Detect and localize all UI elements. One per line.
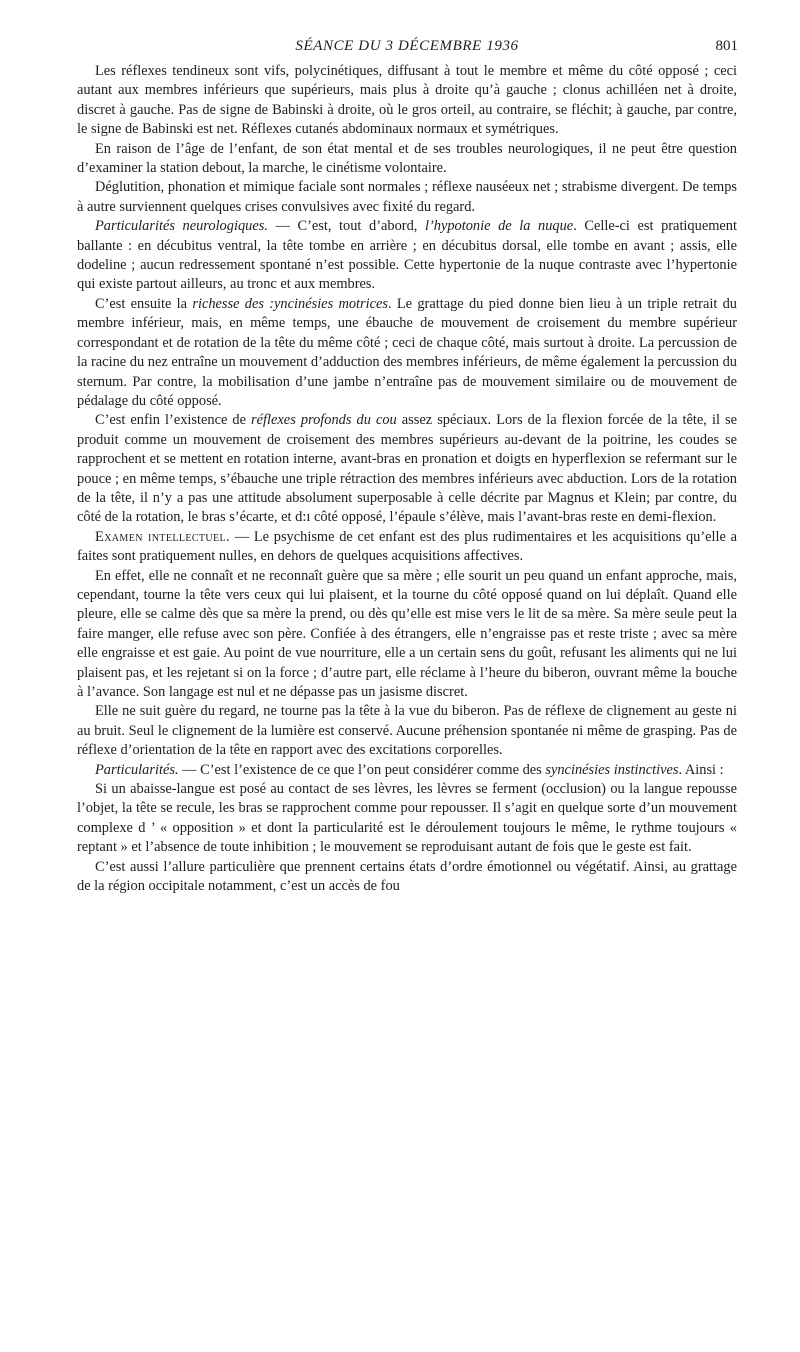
italic-run: Particularités. xyxy=(95,761,179,778)
paragraph xyxy=(77,528,737,567)
text-run: assez spéciaux. Lors de la flexion forcée de la tête, il se produit comme un mouvement de croisement des membres supérieurs au-devant de la poitrine, les coudes se rapprochent et se mettent en rotation interne, avant-bras en pronation et doigts en hyperflexion se refermant sur le pouce ; en même temps, s’ébauche une triple rétraction des membres inférieurs avec abduction. Lors de la rotation de la tête, il n’y a pas une attitude absolument superposable à celle décrite par Magnus et Klein; par contre, du côté de la rotation, le bras s’écarte, et d:ı côté opposé, l’épaule s’élève, mais l’avant-bras reste en demi-flexion. xyxy=(77,412,737,526)
paragraph xyxy=(77,702,737,760)
text-run: C’est aussi l’allure particulière que prennent certains états d’ordre émotionnel ou végétatif. Ainsi, au grattage de la région occipitale notamment, c’est un accès de fou xyxy=(77,858,737,895)
italic-run: Particularités neurologiques. xyxy=(95,218,268,235)
text-run: — C’est l’existence de ce que l’on peut considérer comme des xyxy=(178,761,546,778)
text-run: Elle ne suit guère du regard, ne tourne pas la tête à la vue du biberon. Pas de réflexe de clignement au geste ni au bruit. Seul le clignement de la lumière est conservé. Aucune préhension spontanée ni même de grasping. Pas de réflexe d’orientation de la tête en rapport avec des excitations corporelles. xyxy=(77,703,737,759)
page-number: 801 xyxy=(715,38,738,54)
paragraph xyxy=(77,217,737,295)
italic-run: réflexes profonds du cou xyxy=(251,412,397,429)
text-run: — C’est, tout d’abord, xyxy=(267,218,425,235)
small-caps-heading: Examen intellectuel. xyxy=(95,528,231,545)
body-text xyxy=(77,62,737,896)
running-title: SÉANCE DU 3 DÉCEMBRE 1936 xyxy=(295,38,519,54)
text-run: Déglutition, phonation et mimique faciale sont normales ; réflexe nauséeux net ; strabisme divergent. De temps à autre surviennent quelques crises convulsives avec fixité du regard. xyxy=(77,179,737,215)
paragraph xyxy=(77,780,737,858)
running-header xyxy=(77,36,737,62)
text-run: — Le psychisme de cet enfant est des plus rudimentaires et les acquisitions qu’elle a faites sont pratiquement nulles, en dehors de quelques acquisitions affectives. xyxy=(77,528,737,565)
paragraph xyxy=(77,761,737,780)
text-run: . Celle-ci est pratiquement ballante : en décubitus ventral, la tête tombe en arrière ; en décubitus dorsal, elle tombe en avant ; assis, elle dodeline ; aucun redressement spontané n’est possible. Cette hypertonie de la nuque contraste avec l’hypertonie qui existe partout ailleurs, au tronc et aux membres. xyxy=(77,218,737,293)
paragraph xyxy=(77,62,737,140)
paragraph xyxy=(77,140,737,179)
text-run: En raison de l’âge de l’enfant, de son état mental et de ses troubles neurologiques, il ne peut être question d’examiner la station debout, la marche, le cinétisme volontaire. xyxy=(77,140,737,177)
text-run: Les réflexes tendineux sont vifs, polycinétiques, diffusant à tout le membre et même du côté opposé ; ceci autant aux membres inférieurs que supérieurs, mais plus à droite qu’à gauche ; clonus achilléen net à droite, discret à gauche. Pas de signe de Babinski à droite, où le gros orteil, au contraire, se fléchit; à gauche, par contre, le signe de Babinski est net. Réflexes cutanés abdominaux normaux et symétriques. xyxy=(77,63,737,138)
text-run: C’est enfin l’existence de xyxy=(95,412,252,429)
text-run: Si un abaisse-langue est posé au contact de ses lèvres, les lèvres se ferment (occlusion) ou la langue repousse l’objet, la tête se recule, les bras se rapprochent comme pour repousser. Il s’agit en quelque sorte d’un mouvement complexe d ’ « opposition » et dont la particularité est le déroulement toujours le même, le rythme toujours « reptant » et l’absence de toute inhibition ; le mouvement se reproduisant autant de fois que le geste est fait. xyxy=(77,781,737,856)
text-run: En effet, elle ne connaît et ne reconnaît guère que sa mère ; elle sourit un peu quand un enfant approche, mais, cependant, tourne la tête vers ceux qui lui plaisent, et la tourne du côté opposé quand on lui déplaît. Quand elle pleure, elle se calme dès que sa mère la prend, ou dès qu’elle est mise vers le lit de sa mère. Sa mère seule peut la faire manger, elle refuse avec son père. Confiée à des étrangers, elle n’engraisse pas et reste triste ; avec sa mère elle engraisse et est gaie. Au point de vue nourriture, elle a un certain sens du goût, refusant les aliments qui ne lui plaisent pas, et les rejetant si on la force ; d’autre part, elle réclame à l’heure du biberon, ouvrant même la bouche à l’avance. Son langage est nul et ne dépasse pas un jasisme discret. xyxy=(77,567,737,700)
paragraph xyxy=(77,567,737,703)
italic-run: richesse des :yncinésies motrices xyxy=(192,295,389,312)
text-run: . Ainsi : xyxy=(678,761,724,778)
paragraph xyxy=(77,295,737,411)
text-run: C’est ensuite la xyxy=(95,295,193,312)
text-run: . Le grattage du pied donne bien lieu à un triple retrait du membre inférieur, mais, en même temps, une ébauche de mouvement de croisement du membre supérieur correspondant et de rotation de la tête du même côté ; ceci de chaque côté, mais surtout à droite. La percussion de la racine du nez entraîne un mouvement d’adduction des membres inférieurs, de même également la percussion du sternum. Par contre, la mobilisation d’une jambe n’entraîne pas de mouvement similaire ou de mouvement de pédalage du côté opposé. xyxy=(77,295,737,409)
paragraph xyxy=(77,178,737,217)
italic-run: l’hypotonie de la nuque xyxy=(424,218,574,235)
paragraph xyxy=(77,858,737,897)
italic-run: syncinésies instinctives xyxy=(545,761,679,778)
paragraph xyxy=(77,411,737,527)
